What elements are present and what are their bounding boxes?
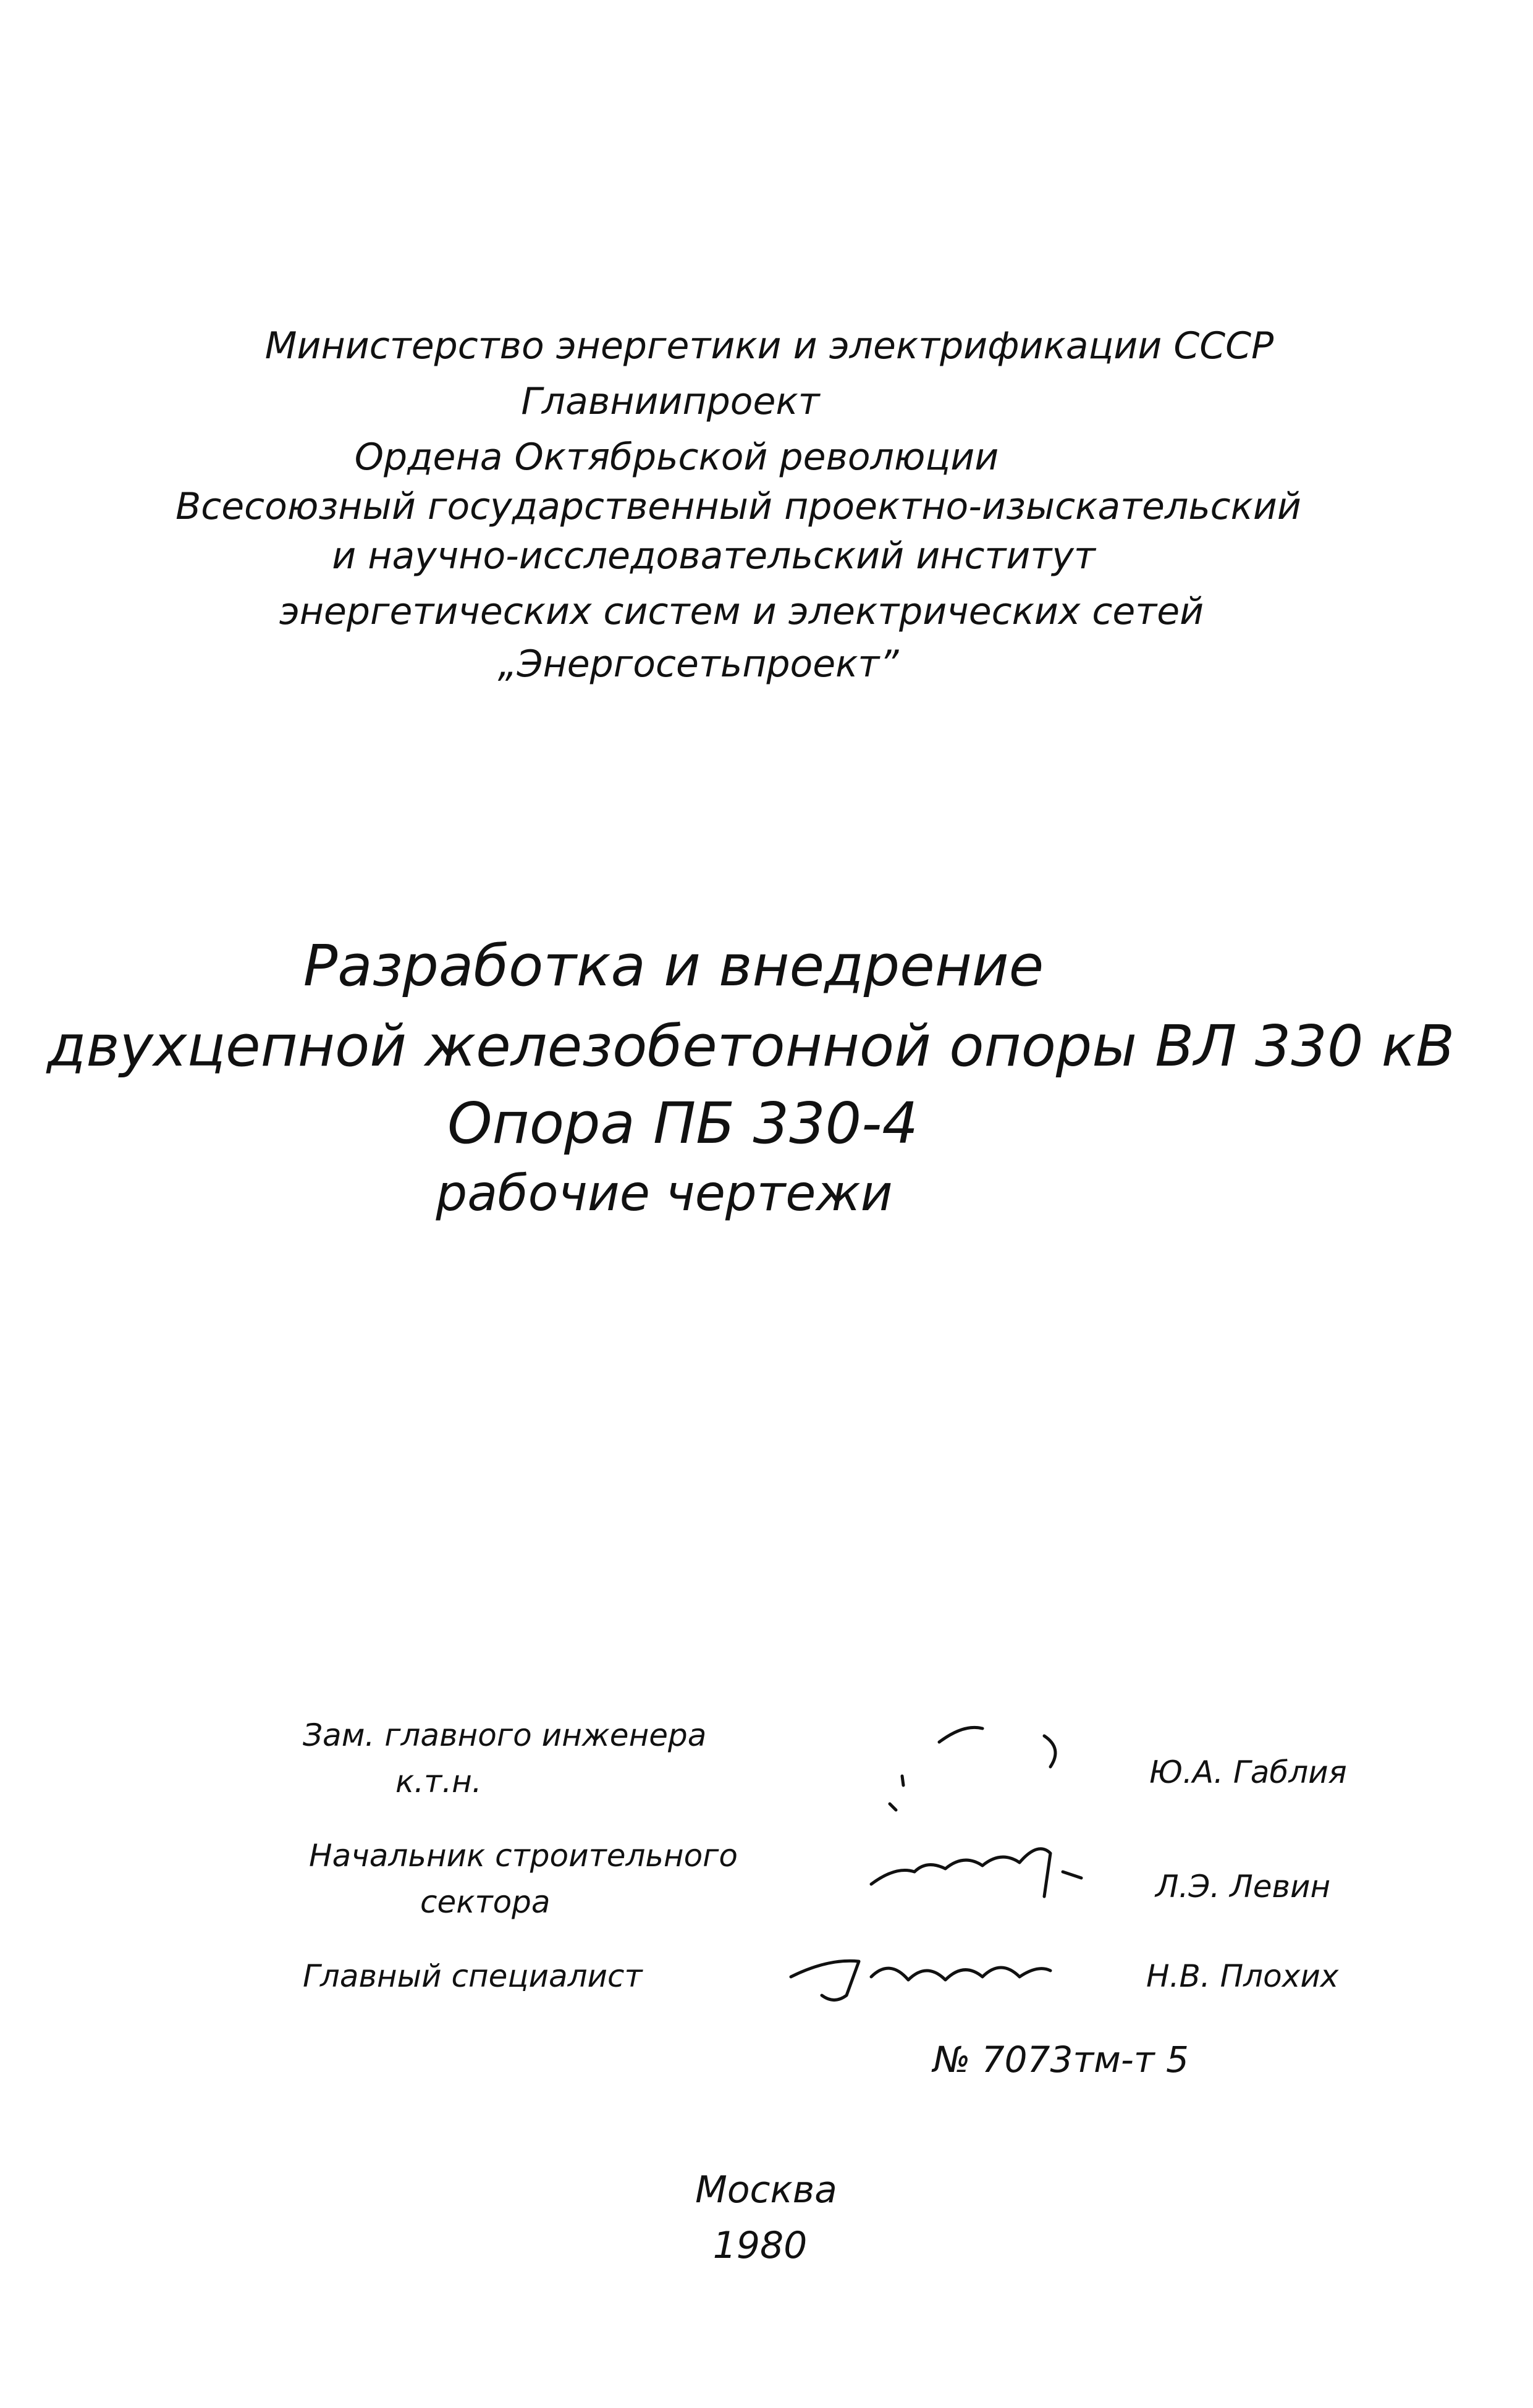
header-line-systems: энергетических систем и электрических сетей [279,590,1204,633]
footer-city: Москва [695,2168,837,2212]
signature-3-scribble [779,1934,1063,2008]
signer-2-role-continued: сектора [420,1884,551,1920]
header-line-energoset: „Энергосетьпроект” [497,642,899,686]
title-line-1: Разработка и внедрение [303,933,1044,999]
signer-1-name: Ю.А. Габлия [1149,1754,1347,1790]
signature-2-scribble [859,1829,1106,1921]
signer-2-name: Л.Э. Левин [1155,1869,1331,1905]
signer-3-name: Н.В. Плохих [1146,1958,1339,1994]
title-line-4: рабочие чертежи [436,1164,893,1222]
document-number: № 7073тм-т 5 [933,2039,1189,2081]
header-line-research: и научно-исследовательский институт [332,534,1096,578]
header-line-institute: Всесоюзный государственный проектно-изыскательский [175,485,1301,528]
signer-1-degree: к.т.н. [395,1764,482,1800]
title-line-2: двухцепной железобетонной опоры ВЛ 330 кВ [46,1013,1455,1079]
header-line-ministry: Министерство энергетики и электрификации СССР [264,324,1274,368]
signer-3-role: Главный специалист [303,1958,643,1994]
signer-1-role: Зам. главного инженера [303,1717,707,1753]
signature-1-scribble [871,1717,1106,1816]
signer-2-role: Начальник строительного [309,1838,738,1874]
footer-year: 1980 [712,2224,808,2267]
header-line-glavniiproekt: Главниипроект [521,380,820,423]
title-line-3: Опора ПБ 330-4 [447,1090,918,1156]
header-line-order: Ордена Октябрьской революции [354,436,999,479]
